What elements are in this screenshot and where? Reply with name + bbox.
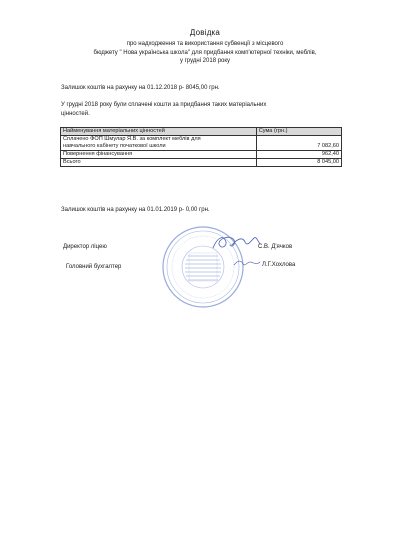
header-name: Найменування матеріальних цінностей bbox=[61, 128, 257, 136]
director-signature bbox=[210, 232, 262, 254]
funds-table bbox=[60, 127, 342, 167]
table-row bbox=[61, 159, 342, 167]
director-role: Директор ліцею bbox=[63, 244, 107, 250]
balance-start: Залишок коштів на рахунку на 01.12.2018 р- 8045,00 грн. bbox=[61, 85, 220, 91]
table-row bbox=[61, 151, 342, 159]
row-name: Повернення фінансування bbox=[61, 151, 257, 159]
row-amount: 7 082,60 bbox=[256, 136, 341, 151]
director-name: С.В. Д'ячков bbox=[258, 244, 293, 250]
table-header-row bbox=[61, 128, 342, 136]
header-amount: Сума (грн.) bbox=[256, 128, 341, 136]
header-line-1: про надходження та використання субвенції з місцевого bbox=[126, 41, 284, 47]
paid-intro-line-2: цінностей. bbox=[61, 111, 90, 117]
paid-intro-line-1: У грудні 2018 року були сплачені кошти за придбання таких матеріальних bbox=[61, 102, 267, 108]
accountant-name: Л.Г.Хохлова bbox=[262, 262, 296, 268]
accountant-signature bbox=[232, 258, 262, 268]
row-amount: 8 045,00 bbox=[256, 159, 341, 167]
row-name-line-1: Сплачено ФОП Шмулар Я.В. за комплект меблів для bbox=[63, 136, 201, 142]
table-row bbox=[61, 136, 342, 151]
document-title: Довідка bbox=[189, 28, 221, 37]
row-name: Всього bbox=[61, 159, 257, 167]
row-name-line-2: навчального кабінету початкової школи bbox=[63, 143, 166, 149]
accountant-role: Головний бухгалтер bbox=[66, 264, 122, 270]
row-name bbox=[61, 136, 257, 151]
balance-end: Залишок коштів на рахунку на 01.01.2019 р- 0,00 грн. bbox=[61, 207, 210, 213]
document-header bbox=[60, 28, 350, 66]
header-line-2: бюджету " Нова українська школа" для придбання комп'ютерної техніки, меблів, bbox=[93, 49, 317, 56]
row-amount: 962,40 bbox=[256, 151, 341, 159]
header-line-3: у грудні 2018 року bbox=[179, 58, 231, 64]
